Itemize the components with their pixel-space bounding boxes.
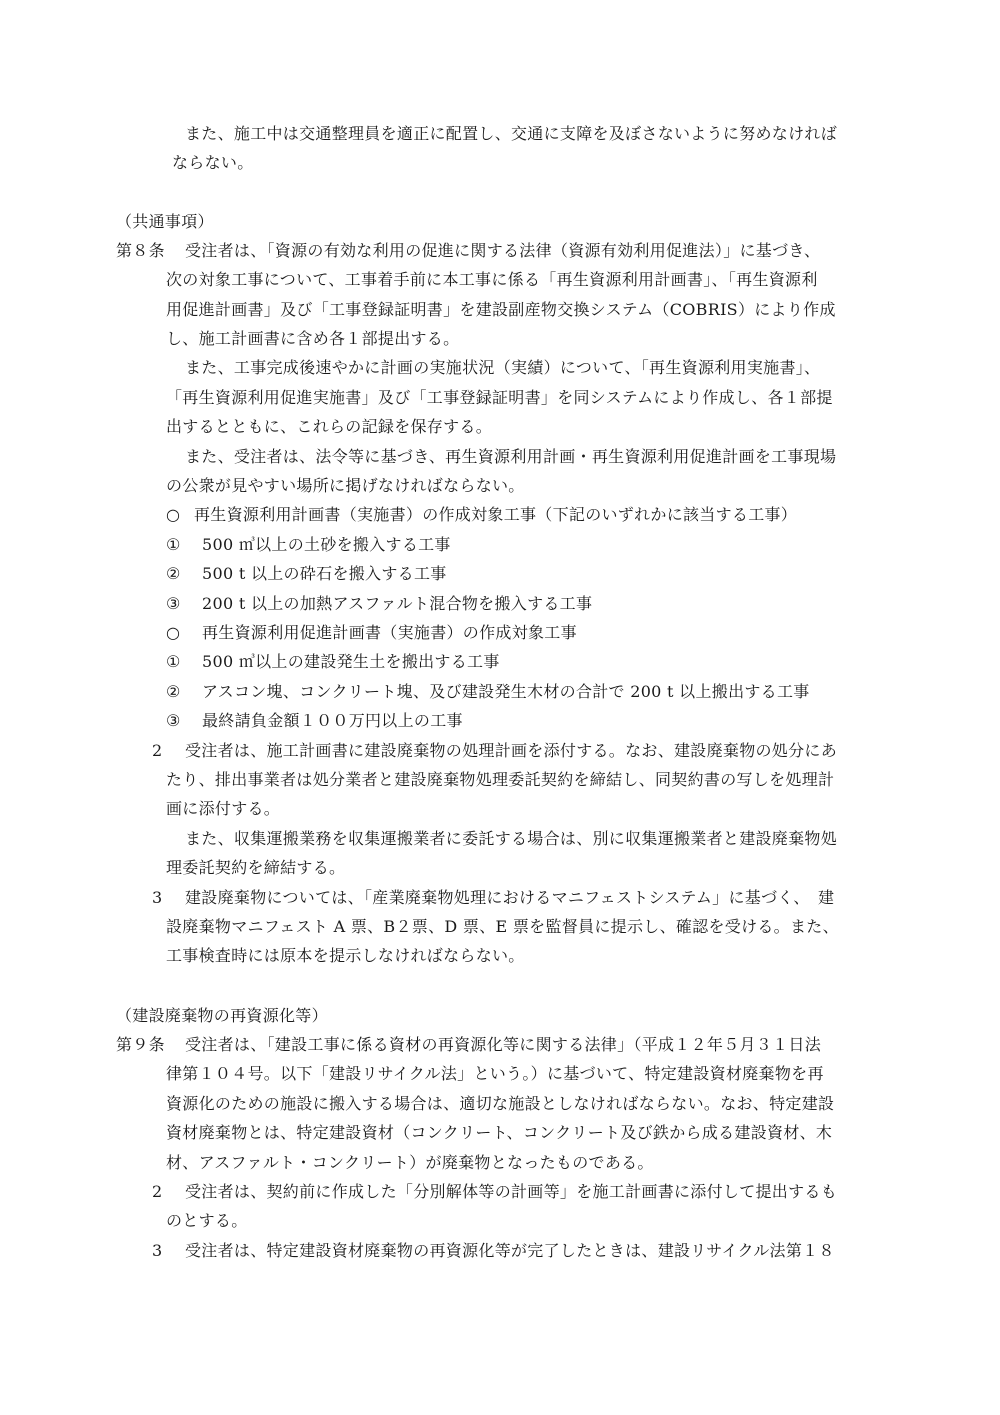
- subsection-number: 2: [152, 1182, 163, 1201]
- intro-line: また、施工中は交通整理員を適正に配置し、交通に支障を及ぼさないように努めなければ: [185, 124, 838, 143]
- list-item-text: アスコン塊、コンクリート塊、及び建設発生木材の合計で 200 t 以上搬出する工事: [202, 682, 810, 701]
- list-item-number: ①: [166, 535, 181, 554]
- paragraph-line: 資源化のための施設に搬入する場合は、適切な施設としなければならない。なお、特定建設: [166, 1094, 835, 1113]
- paragraph-line: 次の対象工事について、工事着手前に本工事に係る「再生資源利用計画書」、「再生資源利: [166, 270, 818, 289]
- paragraph-line: 工事検査時には原本を提示しなければならない。: [166, 946, 525, 965]
- list-item-number: ①: [166, 652, 181, 671]
- list-item-number: ②: [166, 564, 181, 583]
- article-label: 第８条: [116, 241, 165, 260]
- circle-bullet: ○: [166, 623, 181, 642]
- paragraph-line: 資材廃棄物とは、特定建設資材（コンクリート、コンクリート及び鉄から成る建設資材、木: [166, 1123, 833, 1142]
- paragraph-line: 理委託契約を締結する。: [166, 858, 346, 877]
- paragraph-line: また、収集運搬業務を収集運搬業者に委託する場合は、別に収集運搬業者と建設廃棄物処: [185, 829, 838, 848]
- intro-line: ならない。: [172, 153, 254, 172]
- paragraph-line: たり、排出事業者は処分業者と建設廃棄物処理委託契約を締結し、同契約書の写しを処理計: [166, 770, 835, 789]
- section-heading: （建設廃棄物の再資源化等）: [116, 1006, 328, 1025]
- list-item-number: ②: [166, 682, 181, 701]
- paragraph-line: の公衆が見やすい場所に掲げなければならない。: [166, 476, 525, 495]
- list-item-text: 200 t 以上の加熱アスファルト混合物を搬入する工事: [202, 594, 593, 613]
- paragraph-line: 律第１０４号。以下「建設リサイクル法」という。）に基づいて、特定建設資材廃棄物を再: [166, 1064, 824, 1083]
- paragraph-line: 用促進計画書」及び「工事登録証明書」を建設副産物交換システム（COBRIS）により作成: [166, 300, 836, 319]
- paragraph-line: 受注者は、「建設工事に係る資材の再資源化等に関する法律」（平成１２年５月３１日法: [185, 1035, 822, 1054]
- paragraph-line: 「再生資源利用促進実施書」及び「工事登録証明書」を同システムにより作成し、各１部提: [166, 388, 833, 407]
- list-group-title: 再生資源利用計画書（実施書）の作成対象工事（下記のいずれかに該当する工事）: [194, 505, 798, 524]
- list-item-text: 500 ㎥以上の土砂を搬入する工事: [202, 535, 451, 554]
- paragraph-line: のとする。: [166, 1211, 248, 1230]
- paragraph-line: 材、アスファルト・コンクリート）が廃棄物となったものである。: [166, 1153, 654, 1172]
- list-item-number: ③: [166, 711, 181, 730]
- paragraph-line: 受注者は、特定建設資材廃棄物の再資源化等が完了したときは、建設リサイクル法第１８: [185, 1241, 835, 1260]
- paragraph-line: 受注者は、契約前に作成した「分別解体等の計画等」を施工計画書に添付して提出するも: [185, 1182, 838, 1201]
- paragraph-line: 画に添付する。: [166, 799, 281, 818]
- paragraph-line: また、受注者は、法令等に基づき、再生資源利用計画・再生資源利用促進計画を工事現場: [185, 447, 837, 466]
- list-item-text: 500 ㎥以上の建設発生土を搬出する工事: [202, 652, 500, 671]
- article-label: 第９条: [116, 1035, 165, 1054]
- paragraph-line: また、工事完成後速やかに計画の実施状況（実績）について、「再生資源利用実施書」、: [185, 358, 821, 377]
- list-item-number: ③: [166, 594, 181, 613]
- list-item-text: 最終請負金額１００万円以上の工事: [202, 711, 463, 730]
- subsection-number: 3: [152, 888, 163, 907]
- list-item-text: 500 t 以上の砕石を搬入する工事: [202, 564, 447, 583]
- paragraph-line: 受注者は、「資源の有効な利用の促進に関する法律（資源有効利用促進法）」に基づき、: [185, 241, 821, 260]
- paragraph-line: 設廃棄物マニフェスト A 票、B２票、D 票、E 票を監督員に提示し、確認を受ける。また、: [166, 917, 839, 936]
- paragraph-line: 建設廃棄物については、「産業廃棄物処理におけるマニフェストシステム」に基づく、 建: [185, 888, 835, 907]
- paragraph-line: 受注者は、施工計画書に建設廃棄物の処理計画を添付する。なお、建設廃棄物の処分にあ: [185, 741, 838, 760]
- paragraph-line: し、施工計画書に含め各１部提出する。: [166, 329, 460, 348]
- subsection-number: 3: [152, 1241, 163, 1260]
- circle-bullet: ○: [166, 505, 181, 524]
- list-group-title: 再生資源利用促進計画書（実施書）の作成対象工事: [202, 623, 577, 642]
- subsection-number: 2: [152, 741, 163, 760]
- paragraph-line: 出するとともに、これらの記録を保存する。: [166, 417, 493, 436]
- section-heading: （共通事項）: [116, 212, 214, 231]
